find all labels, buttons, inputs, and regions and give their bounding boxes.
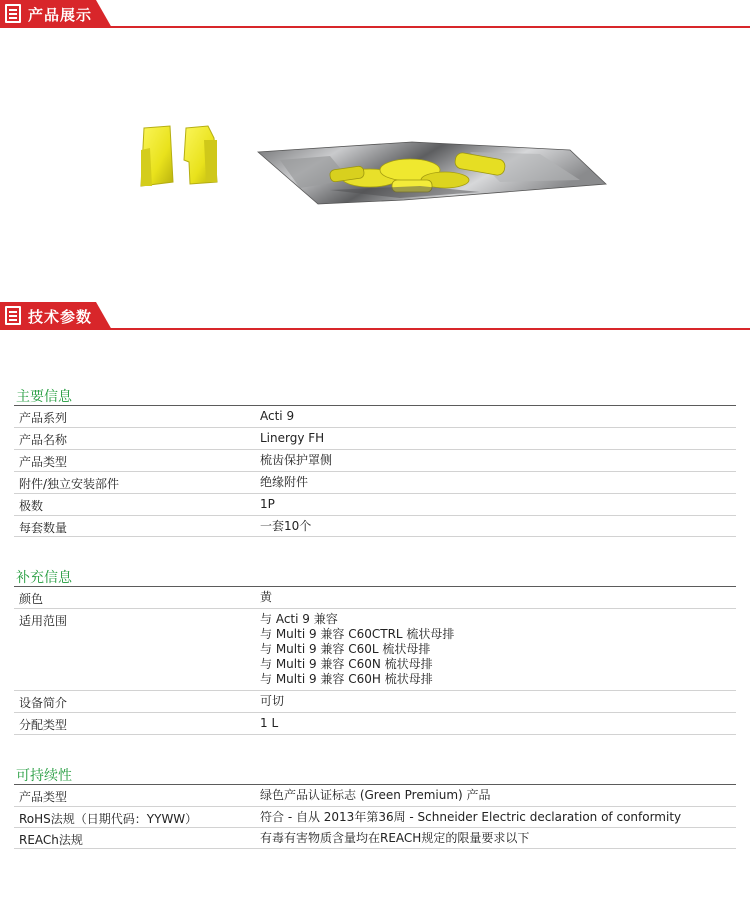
row-value: 符合 - 自从 2013年第36周 - Schneider Electric declaration of conformity (260, 810, 682, 824)
table-row (14, 691, 736, 713)
table-row (14, 828, 736, 849)
row-key: 极数 (19, 499, 44, 513)
row-value: Acti 9 (260, 409, 295, 423)
document-icon (5, 306, 21, 325)
cover-piece-left (141, 126, 173, 186)
compat-line: 与 Acti 9 兼容 (260, 612, 338, 626)
row-key: 设备简介 (19, 696, 68, 710)
header-rule (0, 26, 750, 28)
row-value: 黄 (260, 590, 273, 604)
row-key: 附件/独立安装部件 (19, 477, 120, 491)
document-icon (5, 4, 21, 23)
table-row (14, 516, 736, 537)
group-title-supplementary-info: 补充信息 (16, 570, 72, 586)
table-row (14, 587, 736, 609)
compat-line: 与 Multi 9 兼容 C60N 梳状母排 (260, 657, 433, 671)
product-image (0, 30, 750, 300)
row-value: 绿色产品认证标志 (Green Premium) 产品 (260, 788, 491, 802)
table-row (14, 428, 736, 450)
table-row (14, 807, 736, 828)
row-key: 分配类型 (19, 718, 68, 732)
row-value: 可切 (260, 694, 285, 708)
table-row (14, 494, 736, 516)
product-display-header (0, 0, 750, 28)
row-value: 绝缘附件 (260, 475, 309, 489)
row-key: REACh法规 (19, 833, 83, 847)
group-title-sustainability: 可持续性 (16, 768, 72, 784)
table-row (14, 713, 736, 735)
row-key: 产品系列 (19, 411, 68, 425)
row-value: Linergy FH (260, 431, 325, 445)
section-title: 技术参数 (28, 308, 93, 326)
table-row (14, 785, 736, 807)
row-value: 有毒有害物质含量均在REACH规定的限量要求以下 (260, 831, 530, 845)
compat-line: 与 Multi 9 兼容 C60H 梳状母排 (260, 672, 433, 686)
row-key: RoHS法规（日期代码：YYWW） (19, 812, 198, 826)
table-row (14, 609, 736, 691)
row-value-list (260, 612, 454, 687)
compat-line: 与 Multi 9 兼容 C60CTRL 梳状母排 (260, 627, 455, 641)
cover-piece-right (184, 126, 217, 184)
tech-params-header (0, 302, 750, 330)
packaged-bag (258, 142, 606, 204)
row-key: 产品名称 (19, 433, 68, 447)
group-title-main-info: 主要信息 (16, 389, 72, 405)
table-row (14, 472, 736, 494)
row-key: 适用范围 (19, 614, 68, 628)
section-title: 产品展示 (28, 6, 93, 24)
row-key: 每套数量 (19, 521, 68, 535)
product-illustration (0, 30, 750, 300)
row-value: 1 L (260, 716, 279, 730)
compat-line: 与 Multi 9 兼容 C60L 梳状母排 (260, 642, 431, 656)
table-row (14, 450, 736, 472)
row-value: 梳齿保护罩侧 (260, 453, 333, 467)
row-key: 颜色 (19, 592, 44, 606)
row-value: 1P (260, 497, 275, 511)
row-key: 产品类型 (19, 790, 68, 804)
row-key: 产品类型 (19, 455, 68, 469)
table-row (14, 406, 736, 428)
row-value: 一套10个 (260, 519, 312, 533)
